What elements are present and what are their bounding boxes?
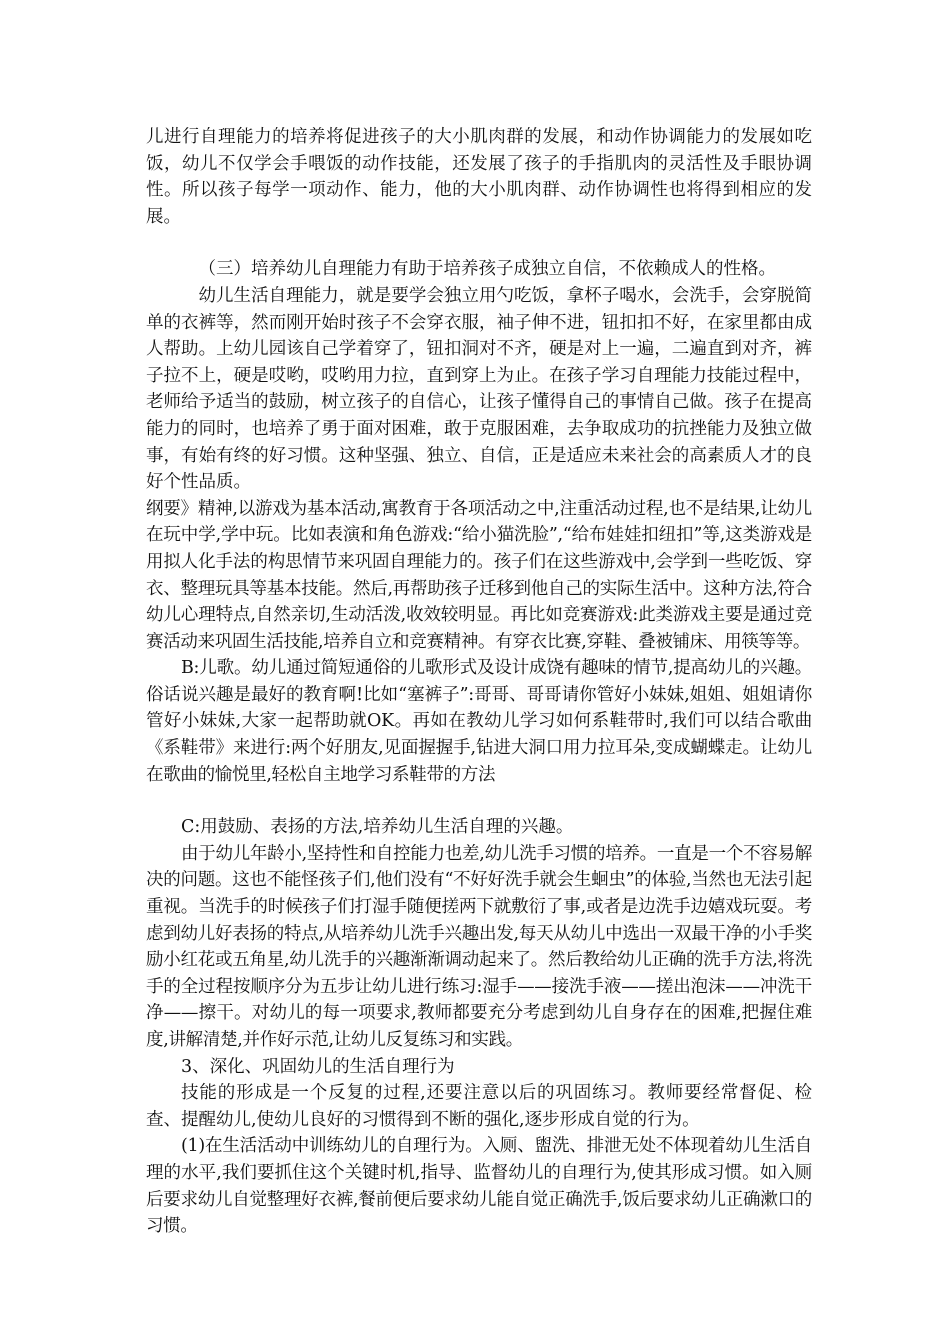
subheading-praise-method: C:用鼓励、表扬的方法,培养幼儿生活自理的兴趣。 [181, 817, 574, 838]
paragraph-skill-formation: 技能的形成是一个反复的过程,还要注意以后的巩固练习。教师要经常督促、检查、提醒幼儿,使幼儿良好的习惯得到不断的强化,逐步形成自觉的行为。 [146, 1083, 812, 1130]
paragraph-games: 纲要》精神,以游戏为基本活动,寓教育于各项活动之中,注重活动过程,也不是结果,让幼儿在玩中学,学中玩。比如表演和角色游戏:“给小猫洗脸”,“给布娃娃扣纽扣”等,这类游戏是用拟人化手法的构思情节来巩固自理能力的。孩子们在这些游戏中,会学到一些吃饭、穿衣、整理玩具等基本技能。然后,再帮助孩子迁移到他自己的实际生活中。这种方法,符合幼儿心理特点,自然亲切,生动活泼,收效较明显。再比如竞赛游戏:此类游戏主要是通过竞赛活动来巩固生活技能,培养自立和竞赛精神。有穿衣比赛,穿鞋、叠被铺床、用筷等等。 [146, 498, 812, 652]
section-heading-independence: （三）培养幼儿自理能力有助于培养孩子成独立自信，不依赖成人的性格。 [198, 259, 776, 280]
paragraph-self-care-ability: 幼儿生活自理能力，就是要学会独立用勺吃饭，拿杯子喝水，会洗手，会穿脱简单的衣裤等，然而刚开始时孩子不会穿衣服，袖子伸不进，钮扣扣不好，在家里都由成人帮助。上幼儿园该自己学着穿了，钮扣洞对不齐，硬是对上一遍，二遍直到对齐，裤子拉不上，硬是哎哟，哎哟用力拉，直到穿上为止。在孩子学习自理能力技能过程中，老师给予适当的鼓励，树立孩子的自信心，让孩子懂得自己的事情自己做。孩子在提高能力的同时，也培养了勇于面对困难，敢于克服困难，去争取成功的抗挫能力及独立做事，有始有终的好习惯。这种坚强、独立、自信，正是适应未来社会的高素质人才的良好个性品质。 [146, 285, 812, 493]
heading-consolidate-behavior: 3、深化、巩固幼儿的生活自理行为 [181, 1056, 455, 1077]
paragraph-handwashing: 由于幼儿年龄小,坚持性和自控能力也差,幼儿洗手习惯的培养。一直是一个不容易解决的问题。这也不能怪孩子们,他们没有“不好好洗手就会生蛔虫”的体验,当然也无法引起重视。当洗手的时候孩子们打湿手随便搓两下就敷衍了事,或者是边洗手边嬉戏玩耍。考虑到幼儿好表扬的特点,从培养幼儿洗手兴趣出发,每天从幼儿中选出一双最干净的小手奖励小红花或五角星,幼儿洗手的兴趣渐渐调动起来了。然后教给幼儿正确的洗手方法,将洗手的全过程按顺序分为五步让幼儿进行练习:湿手——接洗手液——搓出泡沫——冲洗干净——擦干。对幼儿的每一项要求,教师都要充分考虑到幼儿自身存在的困难,把握住难度,讲解清楚,并作好示范,让幼儿反复练习和实践。 [146, 843, 812, 1050]
paragraph-motor-development: 儿进行自理能力的培养将促进孩子的大小肌肉群的发展，和动作协调能力的发展如吃饭，幼儿不仅学会手喂饭的动作技能，还发展了孩子的手指肌肉的灵活性及手眼协调性。所以孩子每学一项动作、能力，他的大小肌肉群、动作协调性也将得到相应的发展。 [146, 127, 812, 227]
paragraph-nursery-rhymes: B:儿歌。幼儿通过简短通俗的儿歌形式及设计成饶有趣味的情节,提高幼儿的兴趣。俗话说兴趣是最好的教育啊!比如“塞裤子”:哥哥、哥哥请你管好小妹妹,姐姐、姐姐请你管好小妹妹,大家一起帮助就OK。再如在教幼儿学习如何系鞋带时,我们可以结合歌曲《系鞋带》来进行:两个好朋友,见面握握手,钻进大洞口用力拉耳朵,变成蝴蝶走。让幼儿在歌曲的愉悦里,轻松自主地学习系鞋带的方法 [146, 658, 812, 785]
document-page [146, 124, 812, 1240]
paragraph-daily-training: (1)在生活活动中训练幼儿的自理行为。入厕、盥洗、排泄无处不体现着幼儿生活自理的水平,我们要抓住这个关键时机,指导、监督幼儿的自理行为,使其形成习惯。如入厕后要求幼儿自觉整理好衣裤,餐前便后要求幼儿能自觉正确洗手,饭后要求幼儿正确漱口的习惯。 [146, 1136, 812, 1237]
